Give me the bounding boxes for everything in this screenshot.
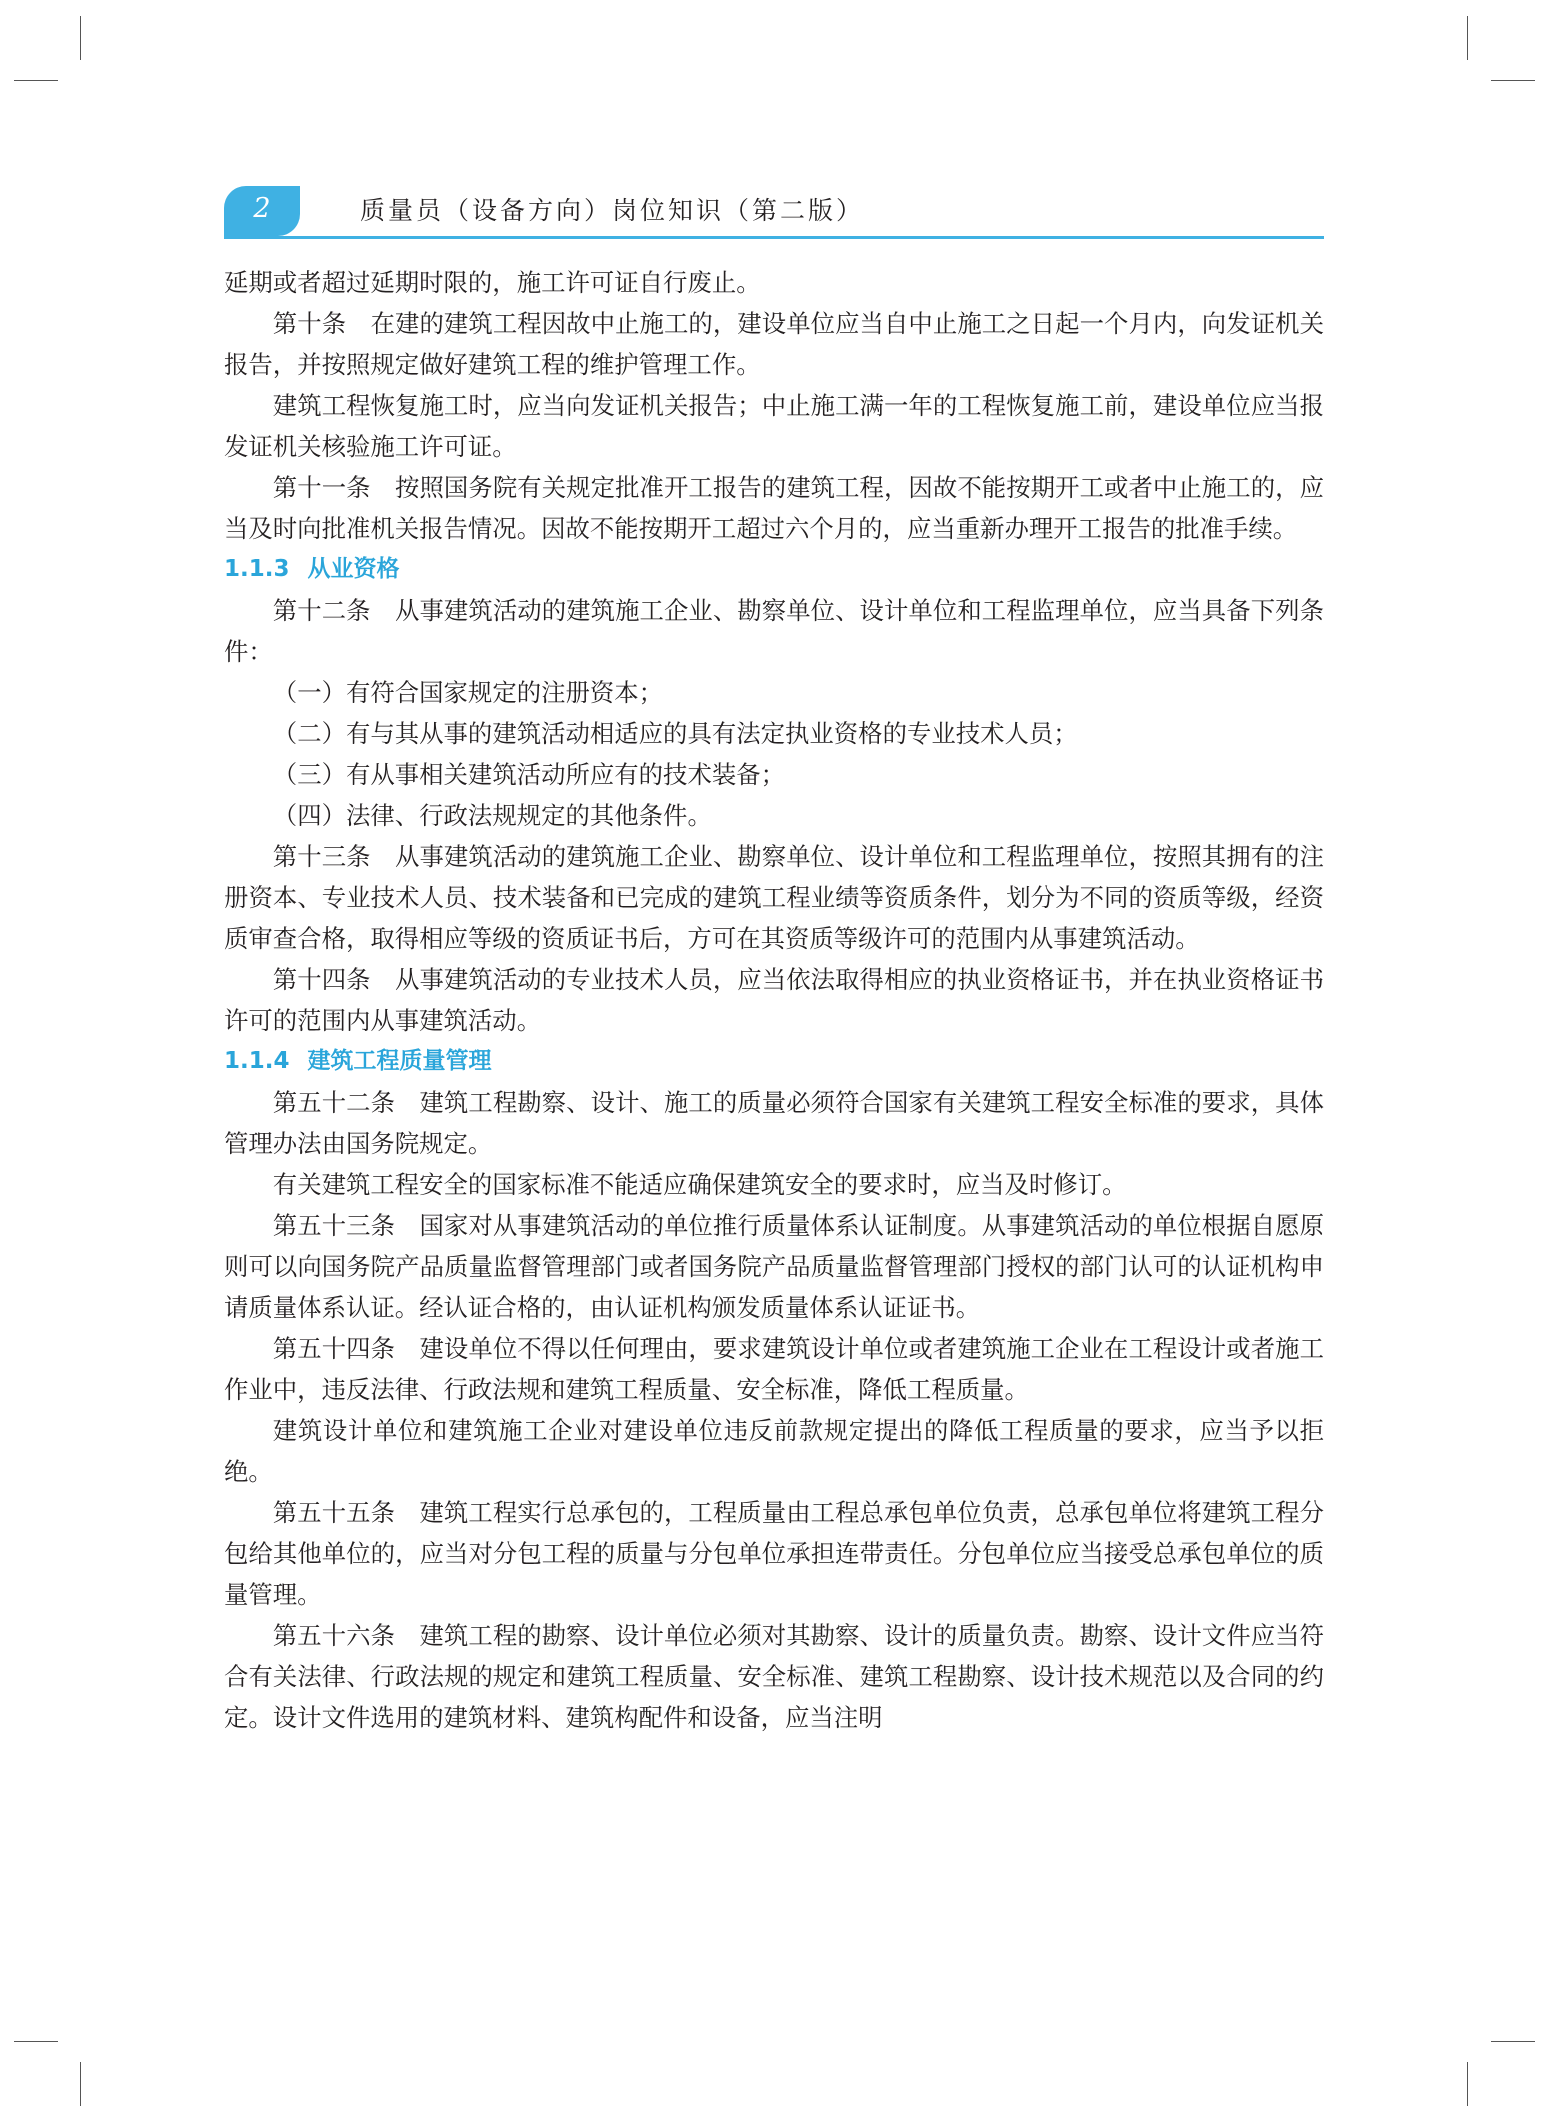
paragraph: 建筑工程恢复施工时，应当向发证机关报告；中止施工满一年的工程恢复施工前，建设单位应当报发证机关核验施工许可证。: [224, 391, 1324, 461]
paragraph: 第十三条 从事建筑活动的建筑施工企业、勘察单位、设计单位和工程监理单位，按照其拥有的注册资本、专业技术人员、技术装备和已完成的建筑工程业绩等资质条件，划分为不同的资质等级，经资质审查合格，取得相应等级的资质证书后，方可在其资质等级许可的范围内从事建筑活动。: [224, 842, 1324, 953]
paragraph: 第五十六条 建筑工程的勘察、设计单位必须对其勘察、设计的质量负责。勘察、设计文件应当符合有关法律、行政法规的规定和建筑工程质量、安全标准、建筑工程勘察、设计技术规范以及合同的约定。设计文件选用的建筑材料、建筑构配件和设备，应当注明: [224, 1621, 1324, 1732]
section-number: 1.1.3: [224, 556, 290, 582]
crop-mark-bottom-left-horizontal: [14, 2041, 58, 2042]
section-title: 从业资格: [307, 556, 400, 582]
body-text: [224, 262, 1324, 1738]
paragraph: 建筑设计单位和建筑施工企业对建设单位违反前款规定提出的降低工程质量的要求，应当予以拒绝。: [224, 1416, 1324, 1486]
header-rule: [224, 236, 1324, 239]
section-heading: [224, 549, 1324, 590]
paragraph: 第五十三条 国家对从事建筑活动的单位推行质量体系认证制度。从事建筑活动的单位根据自愿原则可以向国务院产品质量监督管理部门或者国务院产品质量监督管理部门授权的部门认可的认证机构申请质量体系认证。经认证合格的，由认证机构颁发质量体系认证证书。: [224, 1211, 1324, 1322]
crop-mark-bottom-right-vertical: [1467, 2062, 1468, 2106]
page-header: [224, 186, 1324, 240]
list-item: （二）有与其从事的建筑活动相适应的具有法定执业资格的专业技术人员；: [272, 719, 1078, 748]
paragraph: 第十一条 按照国务院有关规定批准开工报告的建筑工程，因故不能按期开工或者中止施工的，应当及时向批准机关报告情况。因故不能按期开工超过六个月的，应当重新办理开工报告的批准手续。: [224, 473, 1324, 543]
crop-mark-top-left-vertical: [80, 16, 81, 60]
list-item: （四）法律、行政法规规定的其他条件。: [272, 801, 712, 830]
paragraph: 第五十四条 建设单位不得以任何理由，要求建筑设计单位或者建筑施工企业在工程设计或者施工作业中，违反法律、行政法规和建筑工程质量、安全标准，降低工程质量。: [224, 1334, 1324, 1404]
crop-mark-bottom-right-horizontal: [1491, 2041, 1535, 2042]
section-number: 1.1.4: [224, 1048, 290, 1074]
paragraph: 第五十二条 建筑工程勘察、设计、施工的质量必须符合国家有关建筑工程安全标准的要求，具体管理办法由国务院规定。: [224, 1088, 1324, 1158]
crop-mark-top-right-horizontal: [1491, 80, 1535, 81]
running-title: 质量员（设备方向）岗位知识（第二版）: [360, 196, 865, 225]
paragraph: 第五十五条 建筑工程实行总承包的，工程质量由工程总承包单位负责，总承包单位将建筑工程分包给其他单位的，应当对分包工程的质量与分包单位承担连带责任。分包单位应当接受总承包单位的质量管理。: [224, 1498, 1324, 1609]
paragraph: 第十二条 从事建筑活动的建筑施工企业、勘察单位、设计单位和工程监理单位，应当具备下列条件：: [224, 596, 1324, 666]
list-item: （一）有符合国家规定的注册资本；: [272, 678, 664, 707]
section-heading: [224, 1041, 1324, 1082]
paragraph: 有关建筑工程安全的国家标准不能适应确保建筑安全的要求时，应当及时修订。: [272, 1170, 1127, 1199]
list-item: （三）有从事相关建筑活动所应有的技术装备；: [272, 760, 786, 789]
crop-mark-bottom-left-vertical: [80, 2062, 81, 2106]
section-title: 建筑工程质量管理: [307, 1048, 492, 1074]
paragraph: 第十条 在建的建筑工程因故中止施工的，建设单位应当自中止施工之日起一个月内，向发证机关报告，并按照规定做好建筑工程的维护管理工作。: [224, 309, 1324, 379]
paragraph: 第十四条 从事建筑活动的专业技术人员，应当依法取得相应的执业资格证书，并在执业资格证书许可的范围内从事建筑活动。: [224, 965, 1324, 1035]
crop-mark-top-left-horizontal: [14, 80, 58, 81]
paragraph: 延期或者超过延期时限的，施工许可证自行废止。: [224, 268, 761, 297]
crop-mark-top-right-vertical: [1467, 16, 1468, 60]
page-number-badge: 2: [224, 186, 300, 236]
